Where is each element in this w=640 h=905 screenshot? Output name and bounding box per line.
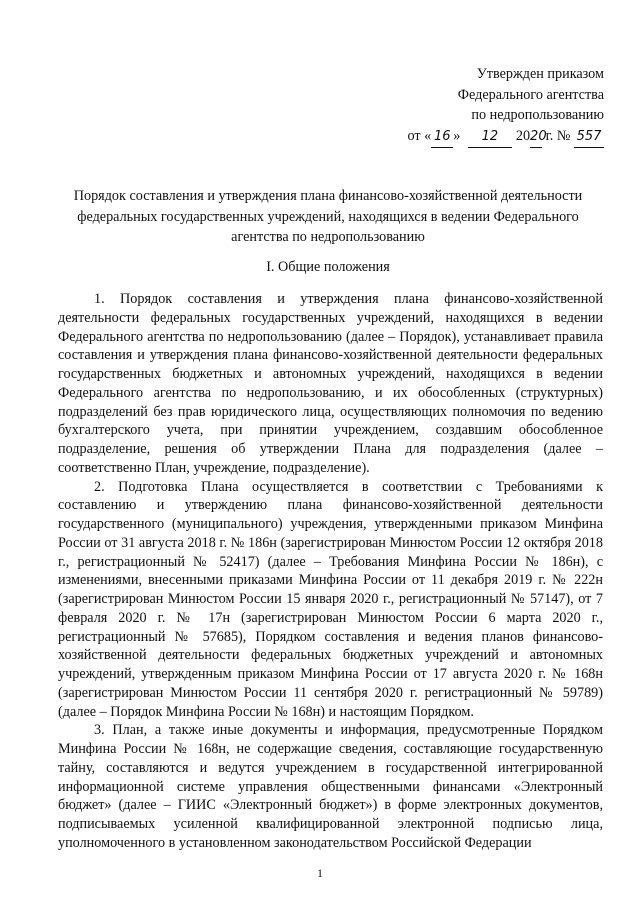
number-label: г. № [545, 127, 571, 144]
date-day: 16 [433, 128, 451, 144]
document-title: Порядок составления и утверждения плана финансово-хозяйственной деятельности федеральных государственных учреждений, находящихся в ведении Федерального агентства по недропользованию [73, 188, 583, 245]
date-prefix: от « [407, 127, 432, 144]
document-body [58, 290, 603, 853]
paragraph-2: 2. Подготовка Плана осуществляется в соответствии с Требованиями к составлению и утверждению плана финансово-хозяйственной деятельности государственного (муниципального) учреждения, утвержденными приказом Минфина России от 31 августа 2018 г. № 186н (зарегистрирован Минюстом России 12 октября 2018 г., регистрационный № 52417) (далее – Требования Минфина России № 186н), с изменениями, внесенными приказами Минфина России от 11 декабря 2019 г. № 222н (зарегистрирован Минюстом России 15 января 2020 г., регистрационный № 57147), от 7 февраля 2020 г. № 17н (зарегистрирован Минюстом России 6 марта 2020 г., регистрационный № 57685), Порядком составления и ведения планов финансово-хозяйственной деятельности федеральных бюджетных учреждений и автономных учреждений, утвержденным приказом Минфина России от 17 августа 2020 г. № 168н (зарегистрирован Минюстом России 11 сентября 2020 г. регистрационный № 59789) (далее – Порядок Минфина России № 168н) и настоящим Порядком. [58, 478, 603, 720]
order-number: 557 [576, 128, 602, 144]
date-day-close: » [453, 127, 461, 144]
approval-line-1: Утвержден приказом [476, 66, 604, 82]
page-number: 1 [317, 866, 323, 880]
date-month: 12 [481, 128, 499, 144]
year-prefix: 20 [515, 127, 531, 144]
date-day-blank [431, 126, 453, 149]
approval-date-line [407, 126, 604, 149]
paragraph-1: 1. Порядок составления и утверждения плана финансово-хозяйственной деятельности федеральных государственных учреждений, находящихся в ведении Федерального агентства по недропользованию (далее – Порядок), устанавливает правила составления и утверждения плана финансово-хозяйственной деятельности федеральных государственных бюджетных и автономных учреждений, находящихся в ведении Федерального агентства по недропользованию, и их обособленных (структурных) подразделений без прав юридического лица, осуществляющих полномочия по ведению бухгалтерского учета, при принятии учреждением, создавшим обособленное подразделение, решения об утверждении Плана для подразделения (далее – соответственно План, учреждение, подразделение). [58, 291, 603, 476]
paragraph-3: 3. План, а также иные документы и информация, предусмотренные Порядком Минфина России № 168н, не содержащие сведения, составляющие государственную тайну, составляются и ведутся учреждением в государственной интегрированной информационной системе управления общественными финансами «Электронный бюджет» (далее – ГИИС «Электронный бюджет») в форме электронных документов, подписываемых усиленной квалифицированной электронной подписью лица, уполномоченного в установленном законодательством Российской Федерации [58, 722, 603, 851]
order-number-blank [574, 126, 604, 149]
date-month-blank [468, 126, 512, 149]
approval-line-3: по недропользованию [471, 107, 604, 123]
approval-line-2: Федерального агентства [457, 86, 604, 103]
approval-block [407, 64, 604, 148]
year-suffix: 20 [530, 128, 547, 144]
section-heading: I. Общие положения [266, 259, 390, 275]
year-suffix-blank [530, 126, 547, 149]
